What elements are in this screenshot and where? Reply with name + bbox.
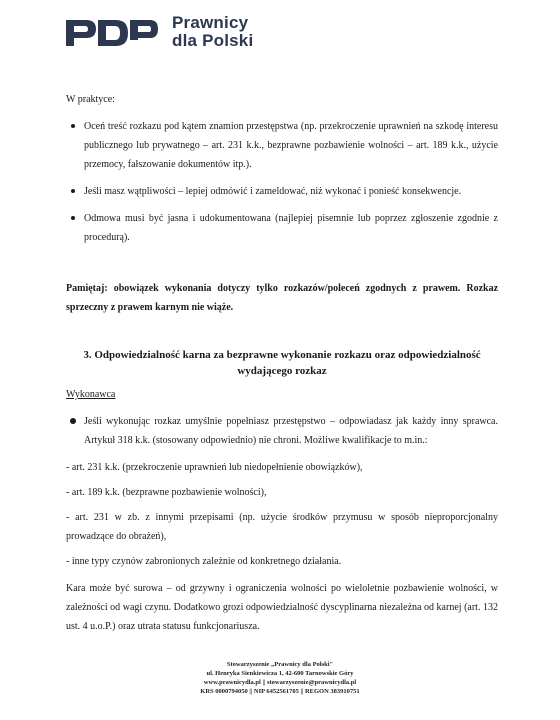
remember-label: Pamiętaj: [66, 283, 108, 294]
intro-text: W praktyce: [66, 94, 115, 105]
bullet-icon [71, 124, 75, 128]
bullet-icon [70, 418, 76, 424]
footer-line: ul. Henryka Sienkiewicza 1, 42-600 Tarnowskie Góry [206, 670, 354, 677]
executor-list [66, 412, 498, 450]
remember-text: obowiązek wykonania dotyczy tylko rozkazów/poleceń zgodnych z prawem. Rozkaz sprzeczny z prawem karnym nie wiąże. [66, 283, 499, 313]
dash-item: - inne typy czynów zabronionych zależnie od konkretnego działania. [66, 556, 342, 567]
bullet-icon [71, 216, 75, 220]
pdp-logo [66, 16, 158, 50]
list-item: Oceń treść rozkazu pod kątem znamion przestępstwa (np. przekroczenie uprawnień na szkodę interesu publicznego lub prywatnego – art. 231 k.k., bezprawne pozbawienie wolności – art. 189 k.k., użycie przemocy, fałszowanie dokumentów itp.). [66, 117, 498, 174]
list-item: Odmowa musi być jasna i udokumentowana (najlepiej pisemnie lub poprzez zgłoszenie zgodnie z procedurą). [66, 209, 498, 247]
remember-note [66, 279, 498, 317]
document-body [66, 90, 498, 636]
practice-list [66, 117, 498, 247]
bullet-icon [71, 189, 75, 193]
closing-paragraph: Kara może być surowa – od grzywny i ograniczenia wolności po wieloletnie pozbawienie wolności, w zależności od wagi czynu. Dodatkowo grozi odpowiedzialność dyscyplinarna niezależna od karnej (art. 132 ust. 4 u.o.P.) oraz utrata statusu funkcjonariusza. [66, 583, 498, 632]
list-item: Jeśli masz wątpliwości – lepiej odmówić i zameldować, niż wykonać i ponieść konsekwencje. [66, 182, 498, 201]
brand-line-1: Prawnicy [172, 13, 249, 32]
dash-item: - art. 231 w zb. z innymi przepisami (np. użycie środków przymusu w sposób nieproporcjonalny prowadzące do obrażeń), [66, 512, 498, 542]
footer-line: Stowarzyszenie „Prawnicy dla Polski" [226, 661, 334, 668]
footer [0, 660, 560, 696]
subheading: Wykonawca [66, 389, 116, 400]
brand-line-2: dla Polski [172, 31, 254, 50]
letterhead [66, 14, 526, 54]
dash-item: - art. 189 k.k. (bezprawne pozbawienie wolności), [66, 487, 267, 498]
footer-line: KRS 0000794050 || NIP 6452561705 || REGON 383910751 [200, 688, 360, 695]
footer-line: www.prawnicydla.pl || stowarzyszenie@prawnicydla.pl [203, 679, 357, 686]
section-heading: 3. Odpowiedzialność karna za bezprawne wykonanie rozkazu oraz odpowiedzialność wydającego rozkaz [83, 349, 481, 377]
brand-name [172, 14, 253, 50]
dash-item: - art. 231 k.k. (przekroczenie uprawnień lub niedopełnienie obowiązków), [66, 462, 363, 473]
list-item: Jeśli wykonując rozkaz umyślnie popełniasz przestępstwo – odpowiadasz jak każdy inny sprawca. Artykuł 318 k.k. (stosowany odpowiednio) nie chroni. Możliwe kwalifikacje to m.in.: [66, 412, 498, 450]
